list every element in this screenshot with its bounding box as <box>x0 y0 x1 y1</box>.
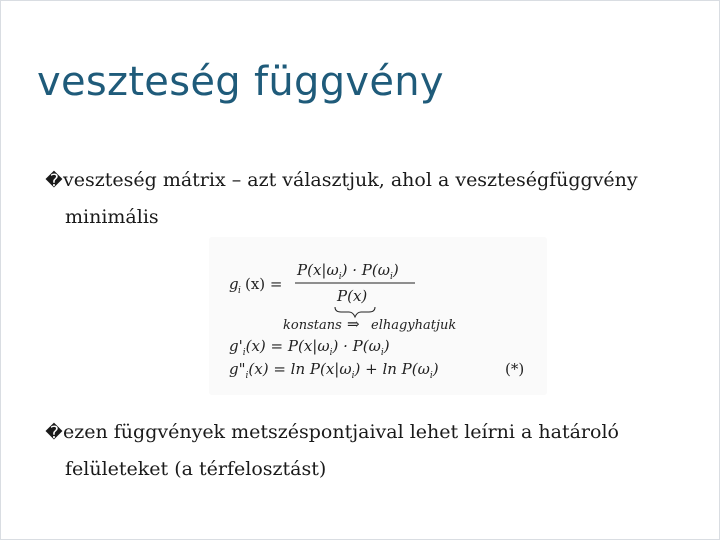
row3-sub3: i <box>380 348 384 358</box>
formula-konstans: konstans <box>283 318 342 333</box>
formula-num-sub: i <box>338 272 342 282</box>
row3-sub2: i <box>329 348 333 358</box>
row4-end: ) <box>432 360 439 378</box>
slide-title: veszteség függvény <box>37 59 444 105</box>
formula-tag: (*) <box>505 360 525 378</box>
bullet-icon: � <box>45 171 63 191</box>
row4-sub3: i <box>429 371 433 381</box>
formula-numerator <box>296 261 399 282</box>
formula-elhagyhatjuk: elhagyhatjuk <box>371 318 457 333</box>
formula-g-arg: (x) = <box>245 275 283 293</box>
formula-row3 <box>229 337 390 358</box>
row4-rhs2: ) + ln P(ω <box>354 360 430 378</box>
formula-num-sub2: i <box>389 272 393 282</box>
row3-end: ) <box>383 337 390 355</box>
formula-svg <box>209 237 547 395</box>
bullet-item-intersections <box>45 414 685 487</box>
bullet-line-continuation: minimális <box>65 206 159 228</box>
formula-num-end: ) <box>392 261 399 279</box>
formula-num-a: P(x|ω <box>297 261 339 279</box>
formula-image <box>209 237 547 395</box>
bullet-line: ezen függvények metszéspontjaival lehet leírni a határoló <box>63 421 619 443</box>
formula-row4 <box>229 360 439 381</box>
row3-rhs2: ) · P(ω <box>332 337 381 355</box>
row4-sub2: i <box>351 371 355 381</box>
formula-g-sub: i <box>238 286 241 296</box>
row4-rhs: (x) = ln P(x|ω <box>248 360 352 378</box>
bullet-line: veszteség mátrix – azt választjuk, ahol a veszteségfüggvény <box>63 169 638 191</box>
row4-sub: i <box>245 371 249 381</box>
row3-sub: i <box>242 348 246 358</box>
bullet-line-continuation: felületeket (a térfelosztást) <box>65 458 327 480</box>
bullet-icon: � <box>45 423 63 443</box>
bullet-item-loss-matrix <box>45 162 685 235</box>
row3-lhs: g' <box>229 337 243 355</box>
formula-num-b: ) · P(ω <box>341 261 390 279</box>
formula-denominator: P(x) <box>337 287 368 305</box>
formula-arrow: ⇒ <box>347 315 360 333</box>
row4-lhs: g" <box>229 360 246 378</box>
formula-g-lhs: g <box>229 275 239 293</box>
row3-rhs: (x) = P(x|ω <box>245 337 330 355</box>
